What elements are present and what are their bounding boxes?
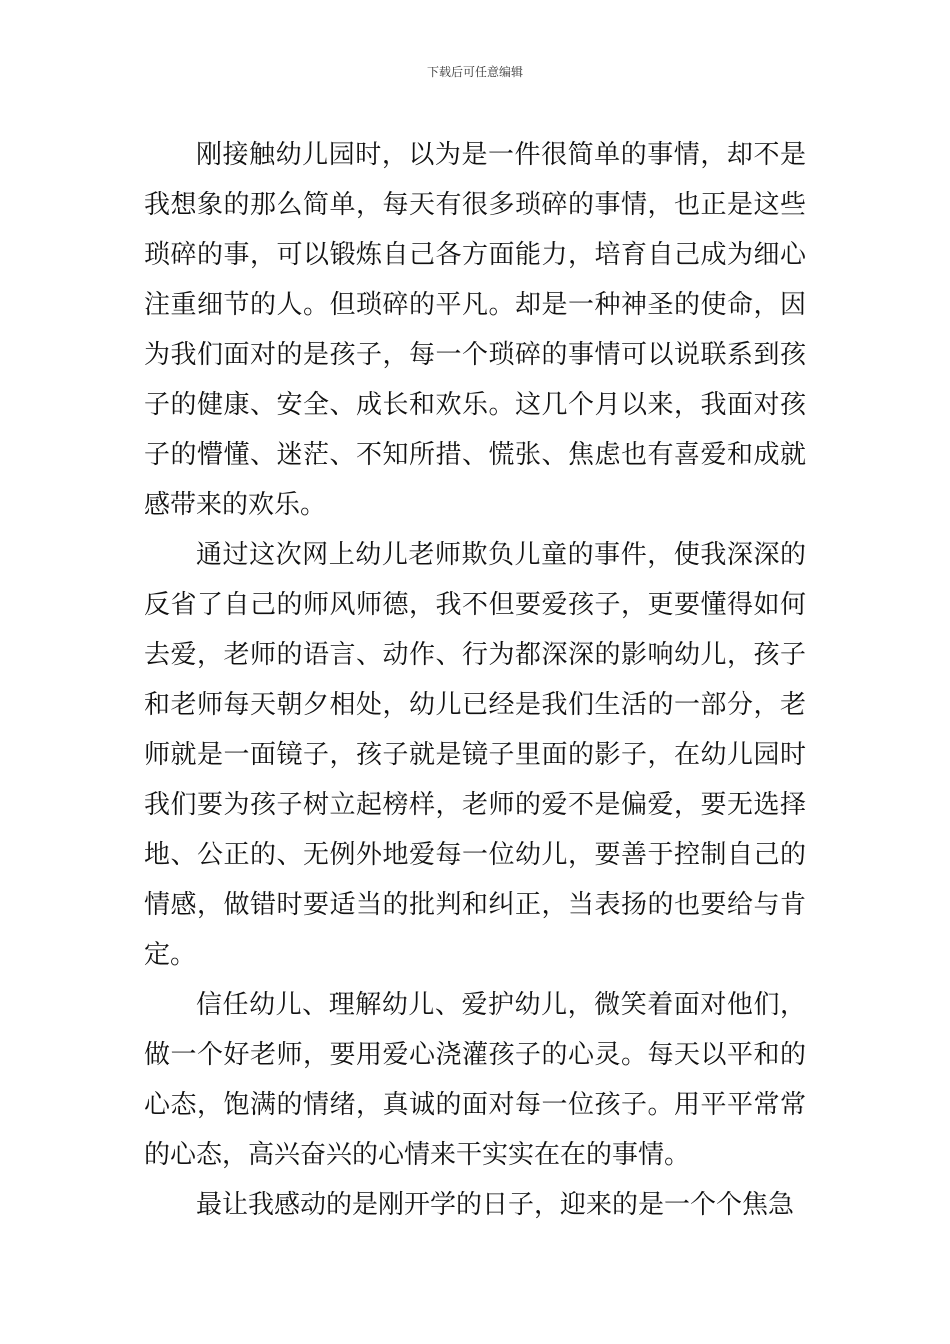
paragraph-2: 通过这次网上幼儿老师欺负儿童的事件，使我深深的反省了自己的师风师德，我不但要爱孩子，更要懂得如何去爱，老师的语言、动作、行为都深深的影响幼儿，孩子和老师每天朝夕相处，幼儿已经是我们生活的一部分，老师就是一面镜子，孩子就是镜子里面的影子，在幼儿园时我们要为孩子树立起榜样，老师的爱不是偏爱，要无选择地、公正的、无例外地爱每一位幼儿，要善于控制自己的情感，做错时要适当的批判和纠正，当表扬的也要给与肯定。 xyxy=(144,540,806,970)
paragraph-3: 信任幼儿、理解幼儿、爱护幼儿，微笑着面对他们，做一个好老师，要用爱心浇灌孩子的心灵。每天以平和的心态，饱满的情绪，真诚的面对每一位孩子。用平平常常的心态，高兴奋兴的心情来干实实在在的事情。 xyxy=(144,990,806,1170)
paragraph-4: 最让我感动的是刚开学的日子，迎来的是一个个焦急 xyxy=(196,1190,795,1220)
header-note: 下载后可任意编辑 xyxy=(426,65,523,79)
paragraph-1: 刚接触幼儿园时，以为是一件很简单的事情，却不是我想象的那么简单，每天有很多琐碎的事情，也正是这些琐碎的事，可以锻炼自己各方面能力，培育自己成为细心注重细节的人。但琐碎的平凡。却是一种神圣的使命，因为我们面对的是孩子，每一个琐碎的事情可以说联系到孩子的健康、安全、成长和欢乐。这几个月以来，我面对孩子的懵懂、迷茫、不知所措、慌张、焦虑也有喜爱和成就感带来的欢乐。 xyxy=(144,140,806,520)
body-text xyxy=(144,130,806,1230)
